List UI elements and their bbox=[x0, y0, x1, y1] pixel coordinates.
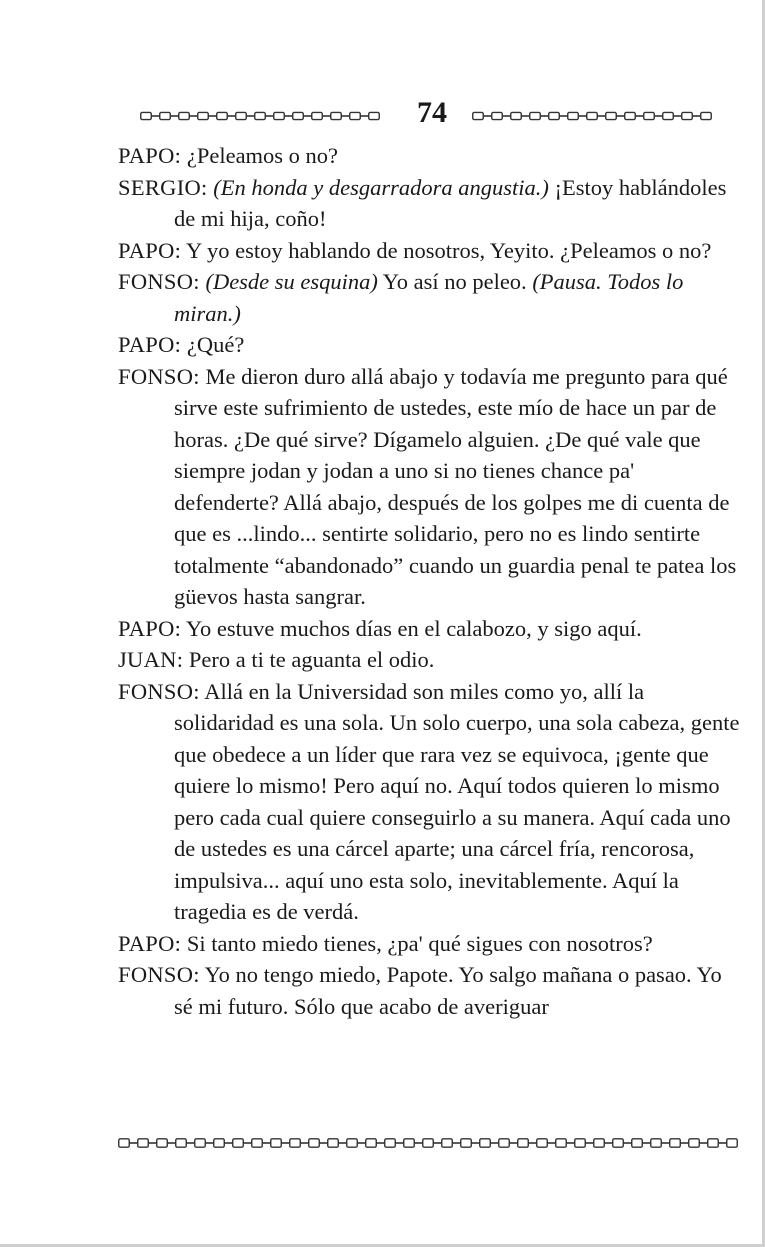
spoken-text: Pero a ti te aguanta el odio. bbox=[183, 647, 435, 672]
page-header bbox=[140, 98, 720, 134]
dialogue-line bbox=[118, 235, 740, 267]
dialogue-line bbox=[118, 140, 740, 172]
spoken-text: Y yo estoy hablando de nosotros, Yeyito. ¿Peleamos o no? bbox=[181, 237, 712, 263]
speaker-name: PAPO: bbox=[118, 615, 182, 641]
spoken-text: Allá en la Universidad son miles como yo, allí la solidaridad es una sola. Un solo cuerpo, una sola cabeza, gente que obedece a un líder que rara vez se equivoca, ¡gente que quiere lo mismo! Pero aquí no. Aquí todos quieren lo mismo pero cada cual quiere conseguirlo a su manera. Aquí cada uno de ustedes es una cárcel aparte; una cárcel fría, rencorosa, impulsiva... aquí uno esta solo, inevitablemente. Aquí la tragedia es de verdá. bbox=[174, 678, 740, 924]
page-number: 74 bbox=[417, 96, 447, 129]
spoken-text: ¿Peleamos o no? bbox=[181, 143, 339, 168]
stage-direction: (Pausa. Todos lo miran.) bbox=[174, 269, 684, 326]
spoken-text: Yo estuve muchos días en el calabozo, y sigo aquí. bbox=[181, 615, 642, 641]
dialogue-line bbox=[118, 613, 740, 645]
dialogue-line bbox=[118, 172, 740, 235]
dialogue-line bbox=[118, 928, 740, 960]
spoken-text: ¿Qué? bbox=[181, 332, 245, 357]
spoken-text: Yo no tengo miedo, Papote. Yo salgo mañana o pasao. Yo sé mi futuro. Sólo que acabo de averiguar bbox=[174, 962, 722, 1019]
dialogue-line bbox=[118, 329, 740, 361]
spoken-text: Me dieron duro allá abajo y todavía me pregunto para qué sirve este sufrimiento de ustedes, este mío de hace un par de horas. ¿De qué sirve? Dígamelo alguien. ¿De qué vale que siempre jodan y jodan a uno si no tienes chance pa' defenderte? Allá abajo, después de los golpes me di cuenta de que es ...lindo... sentirte solidario, pero no es lindo sentirte totalmente “abandonado” cuando un guardia penal te patea los güevos hasta sangrar. bbox=[174, 363, 737, 609]
stage-direction: (Desde su esquina) bbox=[205, 269, 378, 294]
dialogue-text bbox=[118, 140, 740, 1022]
speaker-name: FONSO: bbox=[118, 962, 200, 987]
speaker-name: FONSO: bbox=[118, 363, 200, 389]
dialogue-line bbox=[118, 361, 740, 613]
dialogue-line bbox=[118, 644, 740, 676]
dialogue-line bbox=[118, 266, 740, 329]
speaker-name: JUAN: bbox=[118, 647, 184, 672]
speaker-name: FONSO: bbox=[118, 269, 200, 294]
dialogue-line bbox=[118, 959, 740, 1022]
speaker-name: SERGIO: bbox=[118, 174, 208, 200]
speaker-name: PAPO: bbox=[118, 930, 182, 956]
spoken-text: Si tanto miedo tienes, ¿pa' qué sigues con nosotros? bbox=[181, 930, 653, 956]
dialogue-line bbox=[118, 676, 740, 928]
speaker-name: PAPO: bbox=[118, 332, 182, 357]
spoken-text: Yo así no peleo. bbox=[377, 269, 533, 294]
stage-direction: (En honda y desgarradora angustia.) bbox=[213, 174, 549, 200]
speaker-name: PAPO: bbox=[118, 237, 182, 263]
chain-ornament-left bbox=[140, 110, 380, 122]
speaker-name: FONSO: bbox=[118, 678, 200, 704]
chain-ornament-footer bbox=[118, 1136, 752, 1150]
chain-ornament-right bbox=[472, 110, 717, 122]
spoken-text: ¡Estoy hablándoles de mi hija, coño! bbox=[174, 174, 727, 231]
speaker-name: PAPO: bbox=[118, 143, 182, 168]
